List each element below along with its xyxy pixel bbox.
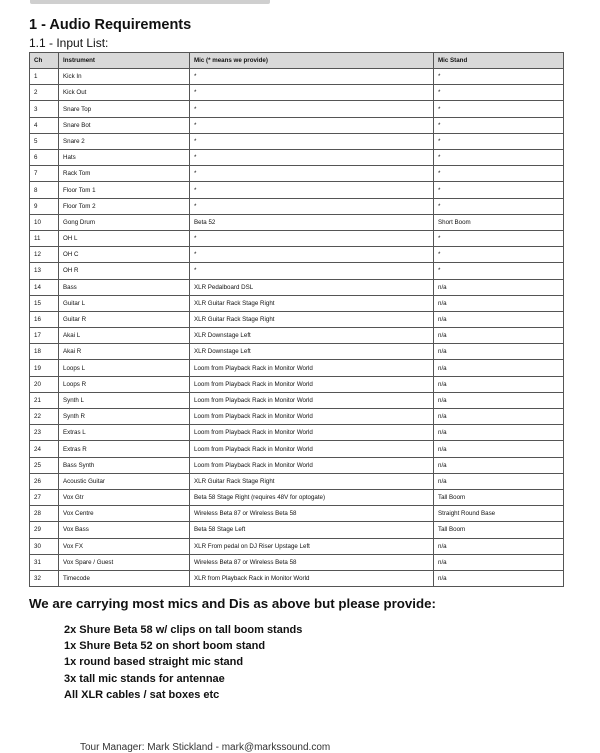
provide-heading: We are carrying most mics and Dis as above but please provide:: [29, 596, 436, 611]
cell-mic: *: [190, 182, 434, 198]
table-row: [30, 376, 564, 392]
cell-instrument: Extras R: [59, 441, 190, 457]
table-row: [30, 214, 564, 230]
cell-instrument: Extras L: [59, 425, 190, 441]
cell-mic: *: [190, 85, 434, 101]
cell-mic-stand: *: [434, 182, 564, 198]
cell-mic-stand: *: [434, 85, 564, 101]
cell-ch: 8: [30, 182, 59, 198]
table-row: [30, 133, 564, 149]
cell-mic: *: [190, 69, 434, 85]
cell-mic-stand: Short Boom: [434, 214, 564, 230]
cell-mic: XLR Pedalboard DSL: [190, 279, 434, 295]
provide-item: 3x tall mic stands for antennae: [64, 672, 225, 685]
table-row: [30, 166, 564, 182]
cell-instrument: OH C: [59, 247, 190, 263]
cell-mic: Loom from Playback Rack in Monitor World: [190, 360, 434, 376]
cell-instrument: Vox Spare / Guest: [59, 554, 190, 570]
table-row: [30, 409, 564, 425]
cell-instrument: Vox Gtr: [59, 489, 190, 505]
cell-mic: XLR Guitar Rack Stage Right: [190, 295, 434, 311]
cell-mic-stand: Tall Boom: [434, 522, 564, 538]
table-row: [30, 69, 564, 85]
cell-instrument: Gong Drum: [59, 214, 190, 230]
cell-mic-stand: n/a: [434, 328, 564, 344]
cell-mic: *: [190, 117, 434, 133]
cell-instrument: Vox FX: [59, 538, 190, 554]
cell-mic: Loom from Playback Rack in Monitor World: [190, 376, 434, 392]
cell-mic-stand: n/a: [434, 570, 564, 586]
cell-ch: 6: [30, 150, 59, 166]
cell-instrument: Synth R: [59, 409, 190, 425]
cell-ch: 27: [30, 489, 59, 505]
table-row: [30, 101, 564, 117]
cell-mic: XLR Downstage Left: [190, 344, 434, 360]
provide-item: 1x Shure Beta 52 on short boom stand: [64, 640, 266, 653]
cell-mic: Beta 58 Stage Left: [190, 522, 434, 538]
cell-mic-stand: n/a: [434, 376, 564, 392]
provide-item: All XLR cables / sat boxes etc: [64, 688, 220, 701]
cell-mic-stand: n/a: [434, 295, 564, 311]
cell-ch: 23: [30, 425, 59, 441]
cell-ch: 25: [30, 457, 59, 473]
cell-mic: Loom from Playback Rack in Monitor World: [190, 425, 434, 441]
cell-mic: XLR From pedal on DJ Riser Upstage Left: [190, 538, 434, 554]
cell-mic: Loom from Playback Rack in Monitor World: [190, 392, 434, 408]
cell-ch: 4: [30, 117, 59, 133]
cell-mic: XLR Guitar Rack Stage Right: [190, 311, 434, 327]
cell-mic-stand: n/a: [434, 538, 564, 554]
cell-mic: *: [190, 133, 434, 149]
table-row: [30, 117, 564, 133]
table-row: [30, 538, 564, 554]
cell-ch: 10: [30, 214, 59, 230]
cell-ch: 19: [30, 360, 59, 376]
cell-ch: 24: [30, 441, 59, 457]
cell-mic-stand: n/a: [434, 392, 564, 408]
cell-mic: Wireless Beta 87 or Wireless Beta 58: [190, 506, 434, 522]
cell-ch: 21: [30, 392, 59, 408]
cell-mic-stand: Tall Boom: [434, 489, 564, 505]
table-row: [30, 311, 564, 327]
cell-ch: 28: [30, 506, 59, 522]
input-list-table: [29, 52, 564, 587]
subsection-title: 1.1 - Input List:: [29, 36, 109, 50]
cell-ch: 13: [30, 263, 59, 279]
cell-instrument: Guitar R: [59, 311, 190, 327]
cell-instrument: Floor Tom 2: [59, 198, 190, 214]
cell-mic-stand: n/a: [434, 344, 564, 360]
header-ch: Ch: [30, 53, 59, 69]
cell-mic: *: [190, 150, 434, 166]
cell-mic: *: [190, 247, 434, 263]
cell-mic-stand: n/a: [434, 311, 564, 327]
table-row: [30, 198, 564, 214]
cell-mic: Wireless Beta 87 or Wireless Beta 58: [190, 554, 434, 570]
cell-ch: 2: [30, 85, 59, 101]
cell-instrument: Vox Centre: [59, 506, 190, 522]
cell-instrument: OH R: [59, 263, 190, 279]
cell-instrument: Vox Bass: [59, 522, 190, 538]
cell-ch: 15: [30, 295, 59, 311]
cell-instrument: Akai R: [59, 344, 190, 360]
table-row: [30, 279, 564, 295]
cell-mic-stand: n/a: [434, 360, 564, 376]
cell-ch: 22: [30, 409, 59, 425]
cell-ch: 16: [30, 311, 59, 327]
table-row: [30, 570, 564, 586]
cell-instrument: Bass: [59, 279, 190, 295]
cell-instrument: Snare Bot: [59, 117, 190, 133]
cell-mic-stand: *: [434, 198, 564, 214]
provide-item: 2x Shure Beta 58 w/ clips on tall boom stands: [64, 624, 303, 636]
cell-ch: 17: [30, 328, 59, 344]
cell-mic-stand: *: [434, 133, 564, 149]
cell-ch: 7: [30, 166, 59, 182]
cell-instrument: Loops L: [59, 360, 190, 376]
cell-mic-stand: *: [434, 230, 564, 246]
cell-mic-stand: *: [434, 263, 564, 279]
cell-mic-stand: n/a: [434, 441, 564, 457]
cell-ch: 26: [30, 473, 59, 489]
cell-instrument: Snare 2: [59, 133, 190, 149]
cell-ch: 3: [30, 101, 59, 117]
cell-mic: Loom from Playback Rack in Monitor World: [190, 457, 434, 473]
table-row: [30, 85, 564, 101]
cell-mic-stand: *: [434, 247, 564, 263]
cell-instrument: Snare Top: [59, 101, 190, 117]
cell-mic: Beta 52: [190, 214, 434, 230]
cell-instrument: Hats: [59, 150, 190, 166]
header-mic-stand: Mic Stand: [434, 53, 564, 69]
table-row: [30, 150, 564, 166]
cell-instrument: Timecode: [59, 570, 190, 586]
table-row: [30, 328, 564, 344]
table-row: [30, 295, 564, 311]
cell-ch: 1: [30, 69, 59, 85]
header-instrument: Instrument: [59, 53, 190, 69]
cell-ch: 18: [30, 344, 59, 360]
cell-instrument: Synth L: [59, 392, 190, 408]
cell-mic-stand: n/a: [434, 554, 564, 570]
cell-mic: Beta 58 Stage Right (requires 48V for optogate): [190, 489, 434, 505]
provide-list: [64, 622, 302, 703]
table-row: [30, 473, 564, 489]
header-mic: Mic (* means we provide): [190, 53, 434, 69]
cell-mic-stand: n/a: [434, 409, 564, 425]
cell-mic: XLR from Playback Rack in Monitor World: [190, 570, 434, 586]
cell-instrument: Rack Tom: [59, 166, 190, 182]
cell-instrument: Kick Out: [59, 85, 190, 101]
cell-mic: XLR Downstage Left: [190, 328, 434, 344]
cell-mic-stand: *: [434, 166, 564, 182]
cell-ch: 14: [30, 279, 59, 295]
table-row: [30, 489, 564, 505]
cell-instrument: Guitar L: [59, 295, 190, 311]
cell-ch: 12: [30, 247, 59, 263]
cell-instrument: OH L: [59, 230, 190, 246]
cell-instrument: Acoustic Guitar: [59, 473, 190, 489]
cell-mic-stand: n/a: [434, 473, 564, 489]
cell-mic: *: [190, 198, 434, 214]
cell-mic: XLR Guitar Rack Stage Right: [190, 473, 434, 489]
cell-mic-stand: n/a: [434, 457, 564, 473]
section-title: 1 - Audio Requirements: [29, 17, 192, 33]
cell-ch: 5: [30, 133, 59, 149]
cell-mic-stand: *: [434, 101, 564, 117]
cell-ch: 29: [30, 522, 59, 538]
cell-mic-stand: *: [434, 150, 564, 166]
cell-instrument: Loops R: [59, 376, 190, 392]
table-row: [30, 360, 564, 376]
cell-ch: 30: [30, 538, 59, 554]
table-row: [30, 344, 564, 360]
table-row: [30, 425, 564, 441]
cell-ch: 32: [30, 570, 59, 586]
cell-mic-stand: *: [434, 69, 564, 85]
cell-mic: *: [190, 166, 434, 182]
table-row: [30, 263, 564, 279]
cell-mic: *: [190, 230, 434, 246]
table-row: [30, 457, 564, 473]
cell-ch: 9: [30, 198, 59, 214]
cell-mic-stand: *: [434, 117, 564, 133]
table-row: [30, 392, 564, 408]
cell-mic: Loom from Playback Rack in Monitor World: [190, 441, 434, 457]
cell-ch: 31: [30, 554, 59, 570]
table-row: [30, 554, 564, 570]
provide-item: 1x round based straight mic stand: [64, 656, 244, 669]
cell-ch: 20: [30, 376, 59, 392]
cell-mic: Loom from Playback Rack in Monitor World: [190, 409, 434, 425]
cell-mic-stand: Straight Round Base: [434, 506, 564, 522]
cell-instrument: Floor Tom 1: [59, 182, 190, 198]
cell-instrument: Kick In: [59, 69, 190, 85]
cell-instrument: Bass Synth: [59, 457, 190, 473]
table-header-row: [30, 53, 564, 69]
table-row: [30, 247, 564, 263]
table-row: [30, 230, 564, 246]
cell-ch: 11: [30, 230, 59, 246]
cell-mic: *: [190, 263, 434, 279]
table-row: [30, 441, 564, 457]
cell-mic-stand: n/a: [434, 425, 564, 441]
table-row: [30, 506, 564, 522]
cell-mic: *: [190, 101, 434, 117]
cell-instrument: Akai L: [59, 328, 190, 344]
header-remnant: [30, 0, 270, 4]
footer-contact: Tour Manager: Mark Stickland - mark@markssound.com: [80, 742, 331, 753]
table-row: [30, 522, 564, 538]
cell-mic-stand: n/a: [434, 279, 564, 295]
table-row: [30, 182, 564, 198]
